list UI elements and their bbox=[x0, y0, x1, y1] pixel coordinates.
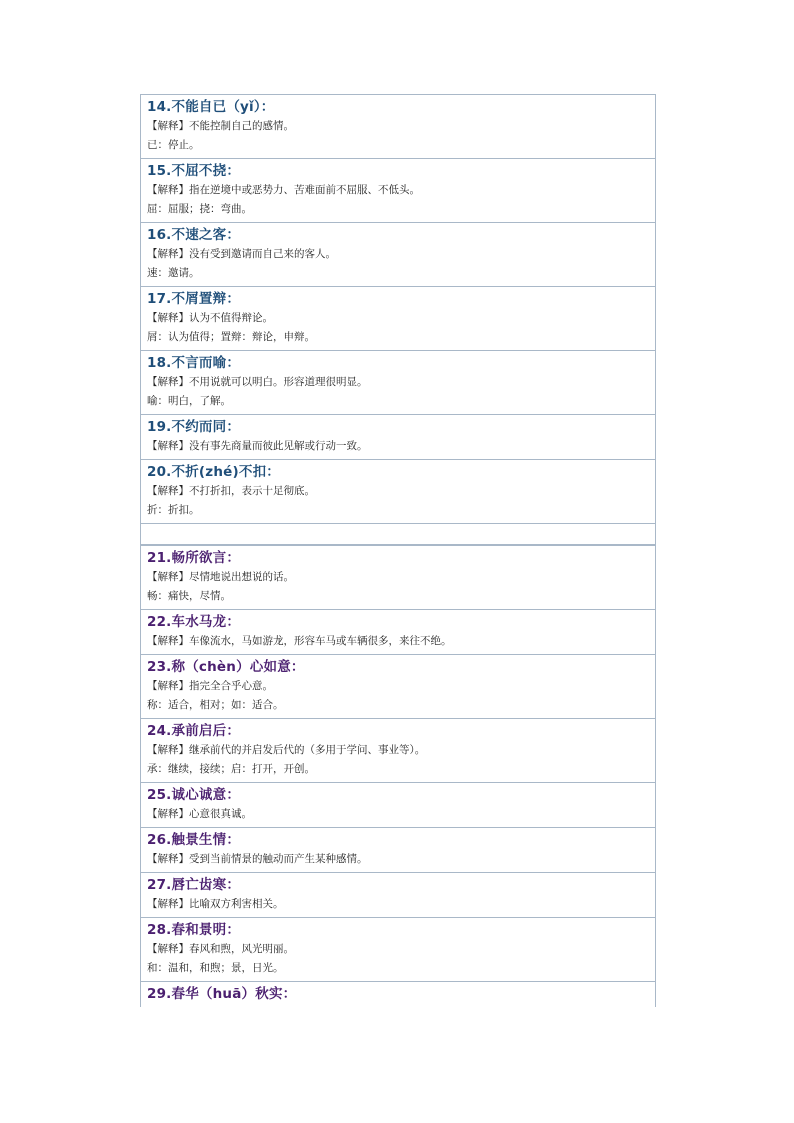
idiom-entry bbox=[141, 546, 655, 610]
idiom-entry bbox=[141, 223, 655, 287]
idiom-entry bbox=[141, 287, 655, 351]
idiom-explanation: 【解释】没有事先商量而彼此见解或行动一致。 bbox=[147, 440, 368, 452]
idiom-note: 喻：明白，了解。 bbox=[147, 395, 231, 407]
idiom-entry bbox=[141, 719, 655, 783]
idiom-explanation: 【解释】车像流水，马如游龙，形容车马或车辆很多，来往不绝。 bbox=[147, 635, 452, 647]
idiom-entry bbox=[141, 918, 655, 982]
idiom-note: 屈：屈服；挠：弯曲。 bbox=[147, 203, 252, 215]
idiom-explanation: 【解释】不能控制自己的感情。 bbox=[147, 120, 294, 132]
idiom-term: 14.不能自已（yǐ）： bbox=[147, 99, 275, 115]
idiom-term: 25.诚心诚意： bbox=[147, 787, 241, 803]
idiom-term: 24.承前启后： bbox=[147, 723, 241, 739]
idiom-note: 称：适合，相对；如：适合。 bbox=[147, 699, 284, 711]
idiom-entry bbox=[141, 783, 655, 828]
idiom-term: 16.不速之客： bbox=[147, 227, 241, 243]
idiom-explanation: 【解释】比喻双方利害相关。 bbox=[147, 898, 284, 910]
idiom-explanation: 【解释】心意很真诚。 bbox=[147, 808, 252, 820]
idiom-term: 21.畅所欲言： bbox=[147, 550, 241, 566]
idiom-explanation: 【解释】指完全合乎心意。 bbox=[147, 680, 273, 692]
idiom-entry bbox=[141, 873, 655, 918]
idiom-note: 承：继续，接续；启：打开，开创。 bbox=[147, 763, 315, 775]
idiom-entry bbox=[141, 415, 655, 460]
idiom-term: 28.春和景明： bbox=[147, 922, 241, 938]
idiom-table-1 bbox=[140, 94, 656, 524]
idiom-term: 22.车水马龙： bbox=[147, 614, 241, 630]
idiom-entry bbox=[141, 610, 655, 655]
idiom-entry bbox=[141, 460, 655, 524]
idiom-term: 23.称（chèn）心如意： bbox=[147, 659, 305, 675]
idiom-note: 速：邀请。 bbox=[147, 267, 200, 279]
idiom-term: 18.不言而喻： bbox=[147, 355, 241, 371]
idiom-explanation: 【解释】不打折扣，表示十足彻底。 bbox=[147, 485, 315, 497]
idiom-explanation: 【解释】不用说就可以明白。形容道理很明显。 bbox=[147, 376, 368, 388]
idiom-entry bbox=[141, 655, 655, 719]
idiom-entry bbox=[141, 351, 655, 415]
idiom-term: 20.不折(zhé)不扣： bbox=[147, 464, 280, 480]
idiom-term: 29.春华（huā）秋实： bbox=[147, 986, 297, 1002]
idiom-explanation: 【解释】没有受到邀请而自己来的客人。 bbox=[147, 248, 336, 260]
idiom-term: 19.不约而同： bbox=[147, 419, 241, 435]
idiom-entry bbox=[141, 828, 655, 873]
idiom-explanation: 【解释】尽情地说出想说的话。 bbox=[147, 571, 294, 583]
idiom-explanation: 【解释】继承前代的并启发后代的（多用于学问、事业等）。 bbox=[147, 744, 426, 756]
idiom-term: 26.触景生情： bbox=[147, 832, 241, 848]
idiom-note: 畅：痛快，尽情。 bbox=[147, 590, 231, 602]
idiom-entry bbox=[141, 159, 655, 223]
idiom-term: 27.唇亡齿寒： bbox=[147, 877, 241, 893]
idiom-note: 已：停止。 bbox=[147, 139, 200, 151]
idiom-entry bbox=[141, 95, 655, 159]
idiom-explanation: 【解释】春风和煦，风光明丽。 bbox=[147, 943, 294, 955]
idiom-table-2 bbox=[140, 545, 656, 1007]
idiom-explanation: 【解释】认为不值得辩论。 bbox=[147, 312, 273, 324]
idiom-entry bbox=[141, 982, 655, 1007]
idiom-note: 屑：认为值得；置辩：辩论，申辩。 bbox=[147, 331, 315, 343]
idiom-note: 折：折扣。 bbox=[147, 504, 200, 516]
idiom-sheet bbox=[140, 94, 656, 1007]
idiom-term: 17.不屑置辩： bbox=[147, 291, 241, 307]
idiom-term: 15.不屈不挠： bbox=[147, 163, 241, 179]
idiom-note: 和：温和，和煦；景，日光。 bbox=[147, 962, 284, 974]
idiom-explanation: 【解释】指在逆境中或恶势力、苦难面前不屈服、不低头。 bbox=[147, 184, 420, 196]
idiom-explanation: 【解释】受到当前情景的触动而产生某种感情。 bbox=[147, 853, 368, 865]
section-gap bbox=[140, 524, 656, 545]
